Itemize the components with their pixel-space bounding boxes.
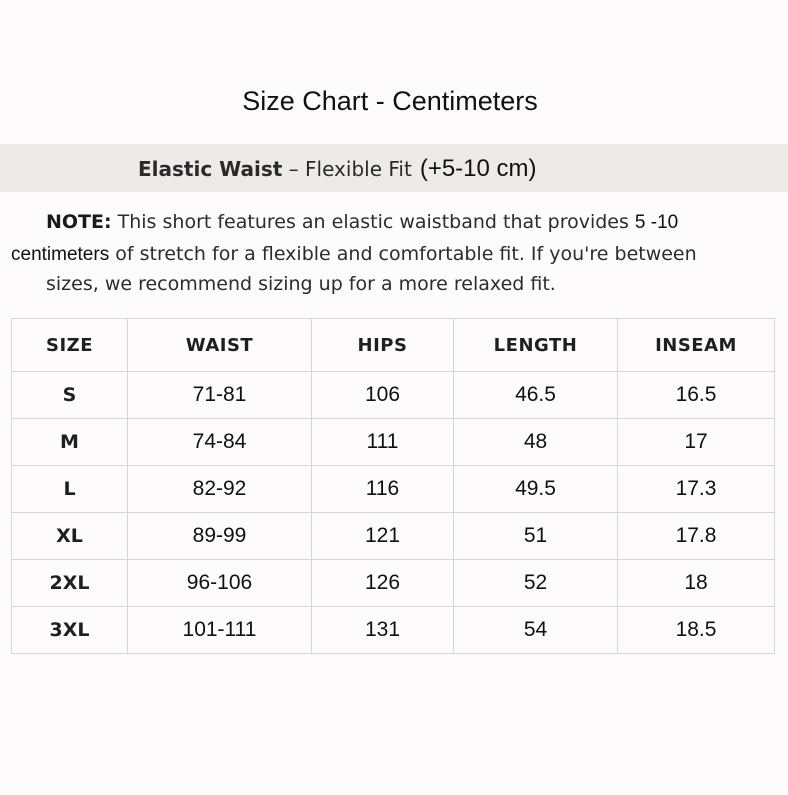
cell-waist: 89-99 <box>128 513 312 560</box>
note-line-2-text: of stretch for a flexible and comfortable fit. If you're between <box>109 243 697 265</box>
fit-banner-dash: – <box>282 157 306 181</box>
cell-length: 49.5 <box>454 466 618 513</box>
note-line-1-range: 5 -10 <box>634 212 679 233</box>
header-hips: HIPS <box>312 319 454 372</box>
table-row <box>12 607 775 654</box>
table-row <box>12 560 775 607</box>
table-row <box>12 513 775 560</box>
cell-length: 54 <box>454 607 618 654</box>
cell-size: 3XL <box>12 607 128 654</box>
table-row <box>12 466 775 513</box>
cell-hips: 121 <box>312 513 454 560</box>
header-length: LENGTH <box>454 319 618 372</box>
cell-inseam: 16.5 <box>618 372 775 419</box>
cell-size: 2XL <box>12 560 128 607</box>
cell-inseam: 17.3 <box>618 466 775 513</box>
cell-hips: 111 <box>312 419 454 466</box>
table-row <box>12 372 775 419</box>
header-inseam: INSEAM <box>618 319 775 372</box>
cell-inseam: 18.5 <box>618 607 775 654</box>
cell-length: 51 <box>454 513 618 560</box>
cell-waist: 101-111 <box>128 607 312 654</box>
note-line-2 <box>11 243 788 266</box>
table-header-row <box>12 319 775 372</box>
note-line-1-text: This short features an elastic waistband that provides <box>111 211 635 233</box>
cell-length: 48 <box>454 419 618 466</box>
page-title: Size Chart - Centimeters <box>242 86 538 116</box>
fit-banner-bold: Elastic Waist <box>138 157 283 181</box>
header-size: SIZE <box>12 319 128 372</box>
header-waist: WAIST <box>128 319 312 372</box>
cell-hips: 106 <box>312 372 454 419</box>
note-line-3 <box>46 273 788 295</box>
fit-banner-label: Flexible Fit <box>305 157 412 181</box>
cell-inseam: 17.8 <box>618 513 775 560</box>
cell-waist: 82-92 <box>128 466 312 513</box>
note-line-1 <box>46 211 788 234</box>
cell-length: 46.5 <box>454 372 618 419</box>
cell-inseam: 18 <box>618 560 775 607</box>
note-line-2-unit: centimeters <box>11 244 110 265</box>
cell-waist: 96-106 <box>128 560 312 607</box>
table-row <box>12 419 775 466</box>
cell-size: XL <box>12 513 128 560</box>
cell-hips: 116 <box>312 466 454 513</box>
cell-length: 52 <box>454 560 618 607</box>
cell-size: S <box>12 372 128 419</box>
size-table <box>11 318 775 654</box>
cell-hips: 126 <box>312 560 454 607</box>
fit-banner-stretch: (+5-10 cm) <box>419 155 537 182</box>
cell-waist: 71-81 <box>128 372 312 419</box>
cell-size: M <box>12 419 128 466</box>
fit-banner-text <box>138 155 537 183</box>
cell-waist: 74-84 <box>128 419 312 466</box>
cell-hips: 131 <box>312 607 454 654</box>
cell-size: L <box>12 466 128 513</box>
note-line-3-text: sizes, we recommend sizing up for a more relaxed fit. <box>46 273 556 295</box>
cell-inseam: 17 <box>618 419 775 466</box>
note-lead: NOTE: <box>46 211 112 233</box>
